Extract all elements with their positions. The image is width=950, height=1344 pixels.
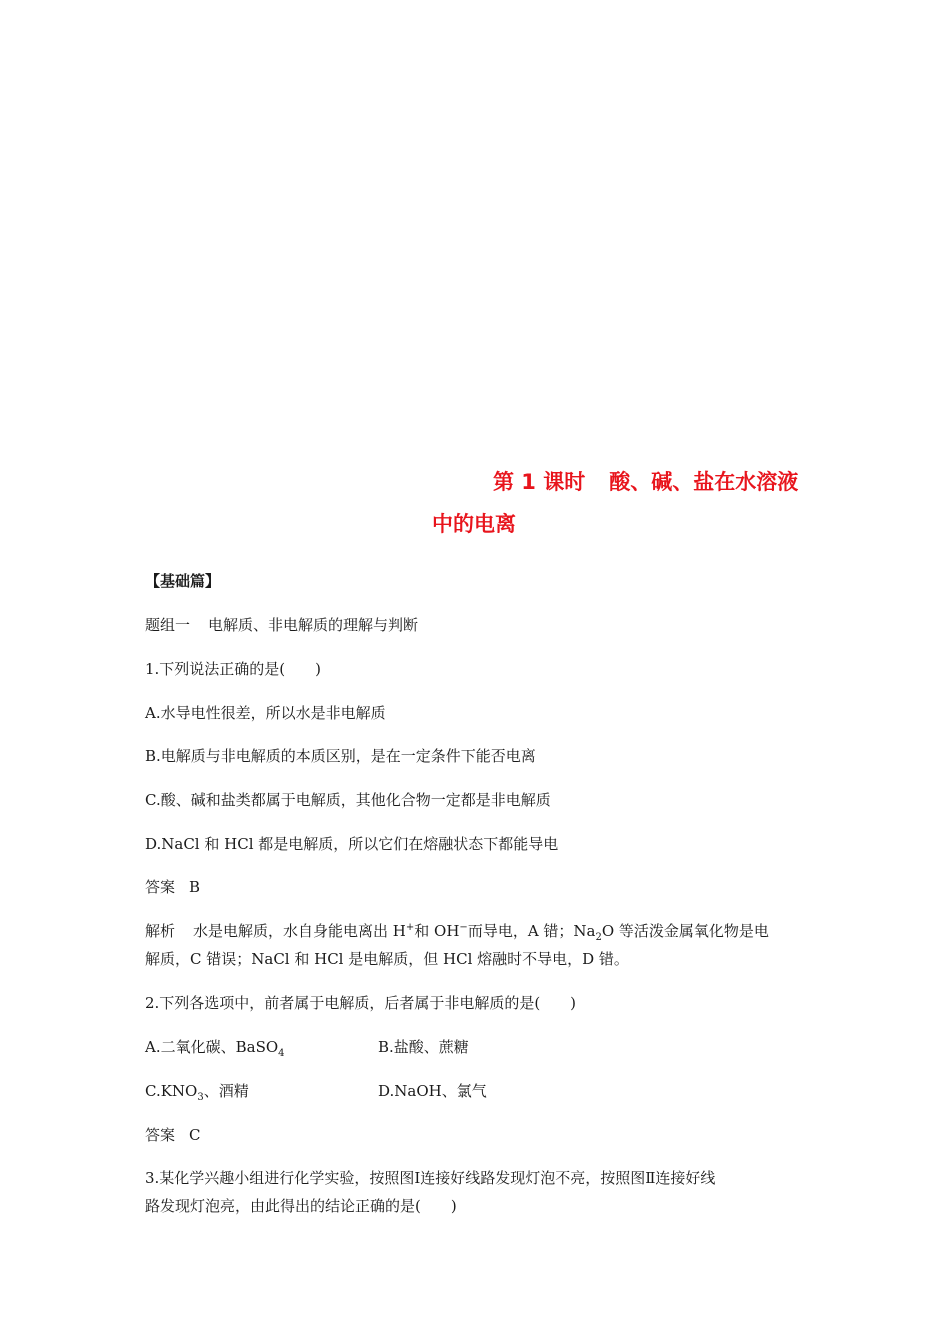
- group-text: 电解质、非电解质的理解与判断: [208, 616, 419, 634]
- question-1-option-c: C.酸、碱和盐类都属于电解质，其他化合物一定都是非电解质: [145, 791, 551, 809]
- question-1-option-d: D.NaCl 和 HCl 都是电解质，所以它们在熔融状态下都能导电: [145, 835, 559, 853]
- question-2-option-b: B.盐酸、蔗糖: [378, 1038, 469, 1056]
- question-3-stem-line-1: 3.某化学兴趣小组进行化学实验，按照图Ⅰ连接好线路发现灯泡不亮，按照图Ⅱ连接好线: [145, 1169, 716, 1187]
- group-heading: [145, 618, 418, 633]
- group-label: 题组一: [145, 616, 191, 634]
- section-heading: 【基础篇】: [145, 572, 221, 590]
- question-2-option-c: $C.KNO_3$、酒精: [145, 1082, 249, 1103]
- lesson-topic: 酸、碱、盐在水溶液: [609, 470, 799, 494]
- question-2-stem: 2.下列各选项中，前者属于电解质，后者属于非电解质的是( ): [145, 994, 577, 1012]
- question-3-stem-line-2: 路发现灯泡亮，由此得出的结论正确的是( ): [145, 1197, 457, 1215]
- question-2-option-d: D.NaOH、氯气: [378, 1082, 487, 1100]
- question-2-options-row-1: [145, 1038, 845, 1059]
- question-1-option-b: B.电解质与非电解质的本质区别，是在一定条件下能否电离: [145, 747, 536, 765]
- question-1-stem: 1.下列说法正确的是( ): [145, 660, 322, 678]
- question-2-options-row-2: [145, 1082, 845, 1103]
- question-2-option-a: A.二氧化碳、BaSO$_4$: [145, 1038, 285, 1059]
- answer-label: 答案: [145, 1126, 176, 1144]
- page-title-line-1: [493, 472, 798, 493]
- question-1-analysis-line-1: 解析 水是电解质，水自身能电离出 H+和 OH−而导电，A 错；$Na_2O$ 等活泼金属氧化物是电: [145, 922, 769, 943]
- page-title-line-2: 中的电离: [432, 512, 516, 536]
- question-1-answer: [145, 880, 200, 895]
- question-2-answer: [145, 1128, 201, 1143]
- answer-value: B: [189, 878, 201, 896]
- answer-value: C: [189, 1126, 201, 1144]
- answer-label: 答案: [145, 878, 176, 896]
- lesson-number: 第 1 课时: [493, 470, 586, 494]
- question-1-option-a: A.水导电性很差，所以水是非电解质: [145, 704, 386, 722]
- question-1-analysis-line-2: 解质，C 错误；NaCl 和 HCl 是电解质，但 HCl 熔融时不导电，D 错。: [145, 950, 629, 968]
- analysis-label: 解析: [145, 922, 176, 940]
